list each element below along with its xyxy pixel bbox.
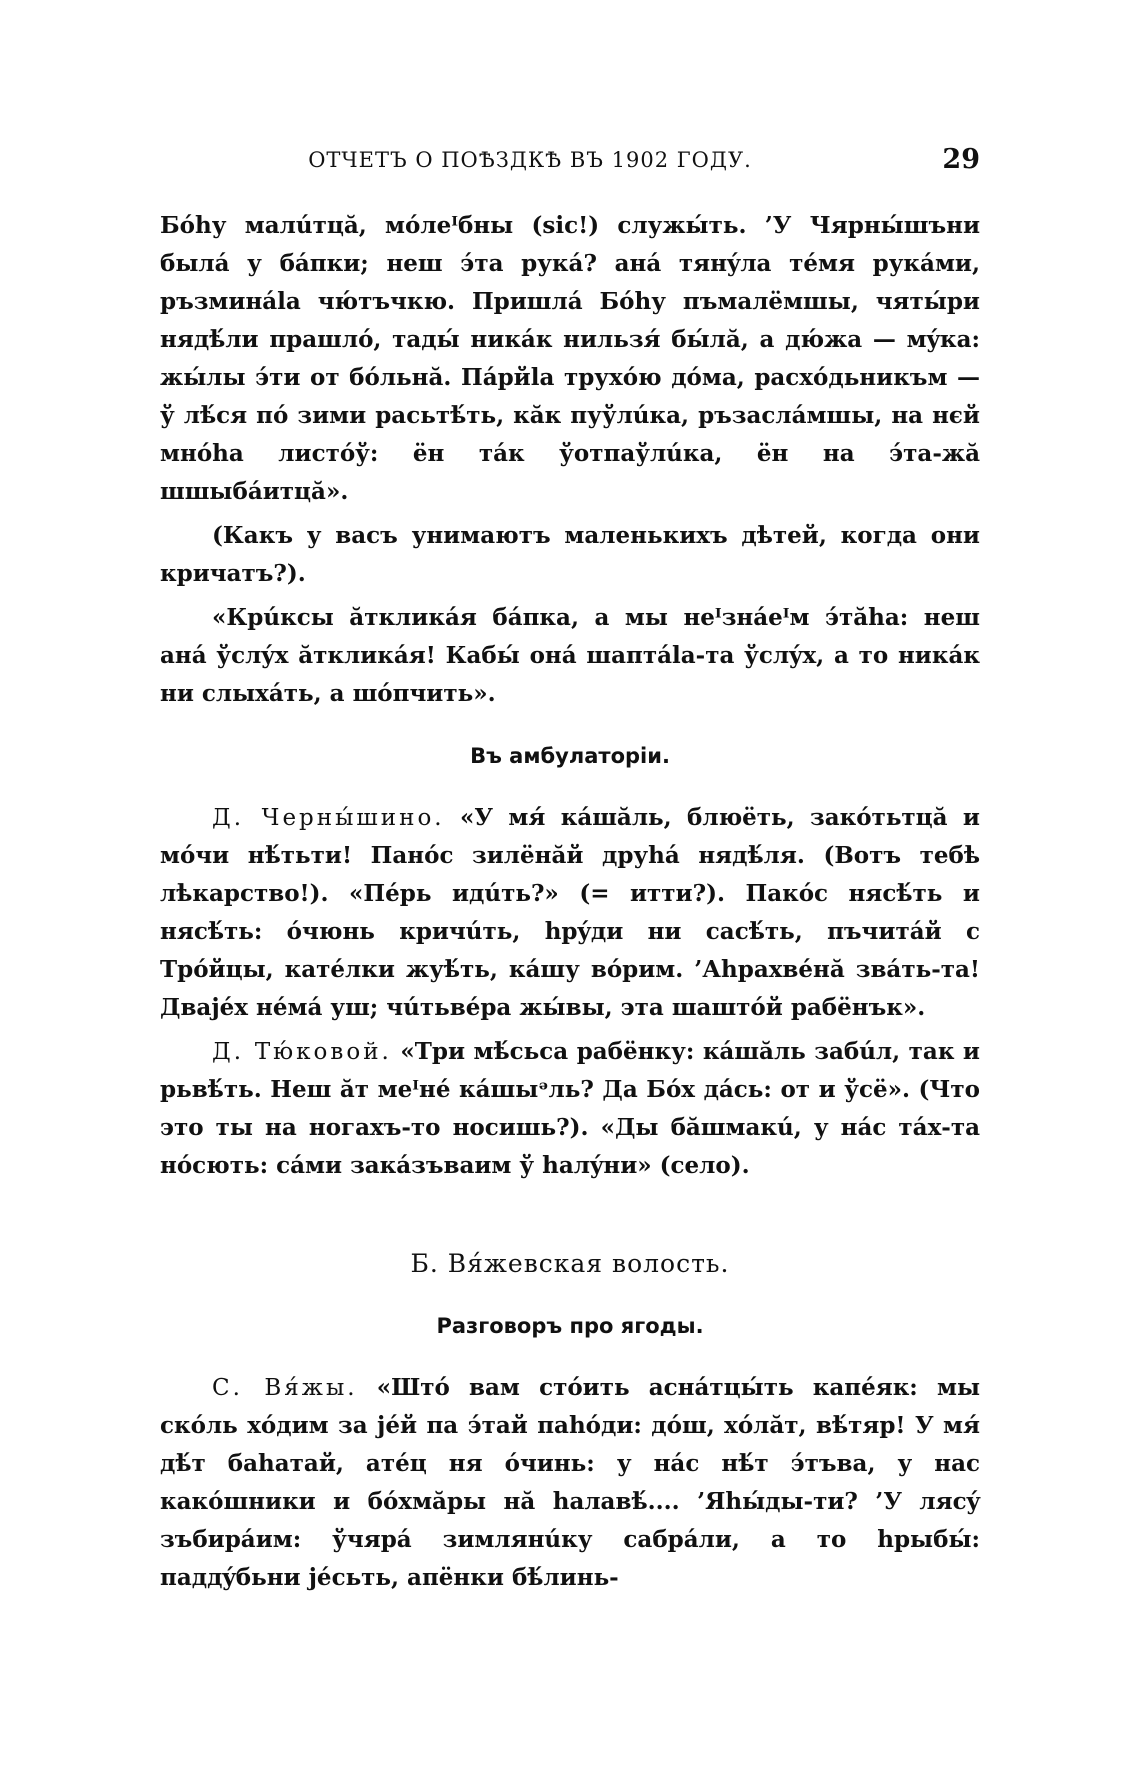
place-name: Д. Тю́ковой.	[212, 1039, 392, 1065]
paragraph-1: Бóhу малúтцă, мóлеᴵбны (sic!) служы́ть. ’У Чярны́шъни былá у бáпки; неш э́та рукá? анá тянýла тéмя рукáми, ръзминála чю́тъчкю. Пришлá Бóhу пъмалёмшы, чяты́ри нядѣ́ли прашлó, тады́ никáк нильзя́ бы́лă, а дю́жа — мýка: жы́лы э́ти от бóльнă. Пáрйla трухóю дóма, расхóдьникъм — ў лѣ́ся пó зими расьтѣ́ть, кăк пуўлúка, ръзаслáмшы, на нєй мнóha листóў: ён тáк ўотпаўлúка, ён на э́та-жă шшыбáитцă».	[160, 212, 980, 505]
place-name: Д. Черны́шино.	[212, 805, 445, 831]
section-title: Б. Вя́жевская волость.	[410, 1249, 730, 1278]
paragraph-5-text: «Три мѣ́сьса рабёнку: кáшăль забúл, так и рьвѣ́ть. Неш ăт меᴵнé кáшыᵊль? Да Бóх дáсь: от и ўсё». (Что это ты на ногахъ-то носишь?). «Ды бăшмакú, у нáс тáх-та нóсють: сáми закáзъваим ў hалýни» (село).	[160, 1038, 980, 1179]
paragraph-4	[160, 799, 980, 1027]
page-number: 29	[942, 144, 980, 175]
running-head: ОТЧЕТЪ О ПОѢЗДКѢ ВЪ 1902 ГОДУ.	[308, 148, 752, 172]
paragraph-6	[160, 1369, 980, 1597]
place-name: С. Вя́жы.	[212, 1375, 358, 1401]
paragraph-2: (Какъ у васъ унимаютъ маленькихъ дѣтей, когда они кричатъ?).	[160, 522, 980, 587]
paragraph-6-text: «Штó вам стóить аснáтцы́ть капéяк: мы скóль хóдим за jéй па э́тай паhóди: дóш, хóлăт, вѣ́тяр! У мя́ дѣ́т баhатай, атéц ня óчинь: у нáс нѣ́т э́тъва, у нас какóшники и бóхмăры нă hалавѣ́.... ’Яhы́ды-ти? ’У лясý зъбирáим: ўчярá зимлянúку сабрáли, а то hрыбы́: паддýбьни jéсьть, апёнки бѣ́линь-	[160, 1374, 980, 1591]
page-header	[160, 144, 980, 188]
paragraph-4-text: «У мя́ кáшăль, блюёть, закóтьтцă и мóчи нѣ́тьти! Панóс зилёнăй друhá нядѣ́ля. (Вотъ тебѣ лѣкарство!). «Пéрь идúть?» (= итти?). Пакóс нясѣ́ть и нясѣ́ть: óчюнь кричúть, hрýди ни сасѣ́ть, пъчитáй с Трóйцы, катéлки жуѣ́ть, кáшу вóрим. ’Аhрахвéнă звáть-та! Дваjéх нéмá уш; чúтьвéра жы́вы, эта шаштóй рабёнък».	[160, 804, 980, 1021]
body-text	[160, 207, 980, 1597]
subheading-berries: Разговоръ про ягоды.	[436, 1314, 704, 1338]
paragraph-5	[160, 1033, 980, 1185]
paragraph-3: «Крúксы ăткликáя бáпка, а мы неᴵзна́еᴵм э́тăhа: неш анá ўслýх ăткликáя! Кабы́ онá шаптála-та ўслýх, а то никáк ни слыхáть, а шóпчить».	[160, 604, 980, 707]
subheading-ambulatory: Въ амбулаторіи.	[470, 744, 670, 768]
